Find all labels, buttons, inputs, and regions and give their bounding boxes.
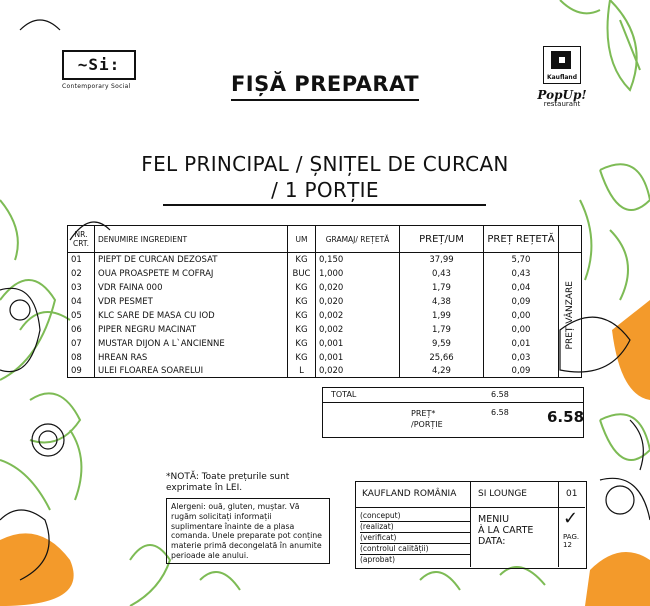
orange-blob-left [0,533,74,606]
table-row [68,281,582,295]
table-row [68,337,582,351]
sale-price-label: PREȚ VÂNZARE [565,280,575,350]
zucchini-outline [0,288,40,371]
totals-box [322,387,584,438]
ingredient-table [67,225,582,378]
cell-name: VDR PESMET [95,295,288,309]
unit-code: 01 [566,489,578,499]
cell-nr: 09 [68,365,95,378]
table-row [68,365,582,378]
onion-slice [32,424,64,456]
cell-name: MUSTAR DIJON A L`ANCIENNE [95,337,288,351]
dish-title-line-2: / 1 PORȚIE [271,178,379,202]
table-row [68,309,582,323]
cell-price-um: 9,59 [400,337,484,351]
si-logo-subtitle: Contemporary Social [62,83,131,90]
cell-price-recipe: 0,09 [484,365,559,378]
cell-name: OUA PROASPETE M COFRAJ [95,267,288,281]
field-verificat: (verificat) [360,532,470,544]
header-um: UM [288,226,316,253]
cell-qty: 0,002 [316,309,400,323]
cell-price-um: 4,29 [400,365,484,378]
cell-price-recipe: 0,00 [484,309,559,323]
unit-name: SI LOUNGE [478,489,527,499]
cell-nr: 07 [68,337,95,351]
price-note: *NOTĂ: Toate prețurile sunt exprimate în LEI. [166,472,290,493]
dish-title-line-1: FEL PRINCIPAL / ȘNIȚEL DE CURCAN [141,152,509,176]
popup-logo-text: PopUp! [537,88,587,102]
cell-name: ULEI FLOAREA SOARELUI [95,365,288,378]
sale-price-value: 6.58 [547,408,585,426]
table-row [68,253,582,268]
dish-title [0,151,650,203]
info-box-col-divider-1 [470,481,471,567]
cell-price-recipe: 5,70 [484,253,559,268]
cell-name: PIPER NEGRU MACINAT [95,323,288,337]
cell-um: KG [288,309,316,323]
header-gramaj: GRAMAJ/ REȚETĂ [316,226,400,253]
page-indicator [563,533,579,549]
table-row [68,295,582,309]
leaf-right-2 [600,414,650,460]
cell-price-recipe: 0,00 [484,323,559,337]
header-price-recipe: PREȚ REȚETĂ [484,226,559,253]
cell-qty: 0,002 [316,323,400,337]
si-logo-mark: ~Si: [62,50,136,80]
document-title: FIȘĂ PREPARAT [230,72,420,96]
title-underline [231,99,419,101]
page-label: PAG. [563,533,580,541]
page-number: 12 [563,541,572,549]
menu-line-2: À LA CARTE [478,525,534,536]
table-row [68,323,582,337]
cell-price-um: 0,43 [400,267,484,281]
cell-nr: 01 [68,253,95,268]
cell-price-recipe: 0,03 [484,351,559,365]
table-row [68,351,582,365]
header-name: DENUMIRE INGREDIENT [95,226,288,253]
field-conceput: (conceput) [360,510,470,522]
cell-nr: 06 [68,323,95,337]
cell-um: KG [288,323,316,337]
cell-qty: 1,000 [316,267,400,281]
date-label: DATA: [478,536,506,547]
cell-price-um: 25,66 [400,351,484,365]
leaf-left-1 [0,280,55,380]
cell-qty: 0,020 [316,281,400,295]
cell-um: KG [288,337,316,351]
cell-price-um: 1,99 [400,309,484,323]
cell-name: VDR FAINA 000 [95,281,288,295]
field-control: (controlul calității) [360,543,470,555]
cell-name: KLC SARE DE MASA CU IOD [95,309,288,323]
cell-price-recipe: 0,43 [484,267,559,281]
header-nr: NR. CRT. [68,226,95,253]
per-portion-label: PREȚ* /PORȚIE [411,409,443,429]
per-portion-value: 6.58 [491,408,509,417]
cell-qty: 0,020 [316,365,400,378]
popup-logo-subtitle: restaurant [543,100,581,108]
cell-um: KG [288,295,316,309]
cell-name: PIEPT DE CURCAN DEZOSAT [95,253,288,268]
cell-name: HREAN RAS [95,351,288,365]
cell-um: L [288,365,316,378]
kaufland-name: Kaufland [546,74,578,81]
total-value: 6.58 [491,390,509,399]
cell-qty: 0,020 [316,295,400,309]
menu-line-1: MENIU [478,514,510,525]
menu-label [478,514,533,547]
cell-nr: 03 [68,281,95,295]
cell-price-um: 1,79 [400,281,484,295]
cell-price-um: 1,79 [400,323,484,337]
header-blank [559,226,582,253]
info-box-col-divider-2 [558,481,559,567]
cell-um: KG [288,281,316,295]
allergen-box: Alergeni: ouă, gluten, muștar. Vă rugăm solicitați informații suplimentare înainte de a plasa comanda. Unele preparate pot conține materie primă decongelată în anumite perioade ale anului. [166,498,330,564]
orange-blob-bottom-right [585,552,650,606]
cell-price-um: 4,38 [400,295,484,309]
total-label: TOTAL [331,390,357,399]
cell-price-recipe: 0,01 [484,337,559,351]
cell-um: KG [288,253,316,268]
cell-price-recipe: 0,04 [484,281,559,295]
cell-qty: 0,150 [316,253,400,268]
cell-qty: 0,001 [316,351,400,365]
dish-underline [163,204,486,206]
field-realizat: (realizat) [360,521,470,533]
cell-um: KG [288,351,316,365]
table-row [68,267,582,281]
cell-um: BUC [288,267,316,281]
field-aprobat: (aprobat) [360,555,396,564]
orange-blob-right [612,300,650,400]
check-icon: ✓ [563,508,579,529]
avocado-outline [606,486,634,514]
company-name: KAUFLAND ROMÂNIA [362,489,457,499]
carrot-outline [0,510,49,580]
cell-price-um: 37,99 [400,253,484,268]
cell-price-recipe: 0,09 [484,295,559,309]
sale-price-cell [559,253,582,378]
cell-nr: 08 [68,351,95,365]
totals-divider [323,402,583,403]
cell-nr: 05 [68,309,95,323]
cell-nr: 02 [68,267,95,281]
cell-nr: 04 [68,295,95,309]
table-header-row [68,226,582,253]
leaf-left-2 [30,393,80,442]
cell-qty: 0,001 [316,337,400,351]
header-price-um: PREȚ/UM [400,226,484,253]
tomato-slice [10,300,30,320]
